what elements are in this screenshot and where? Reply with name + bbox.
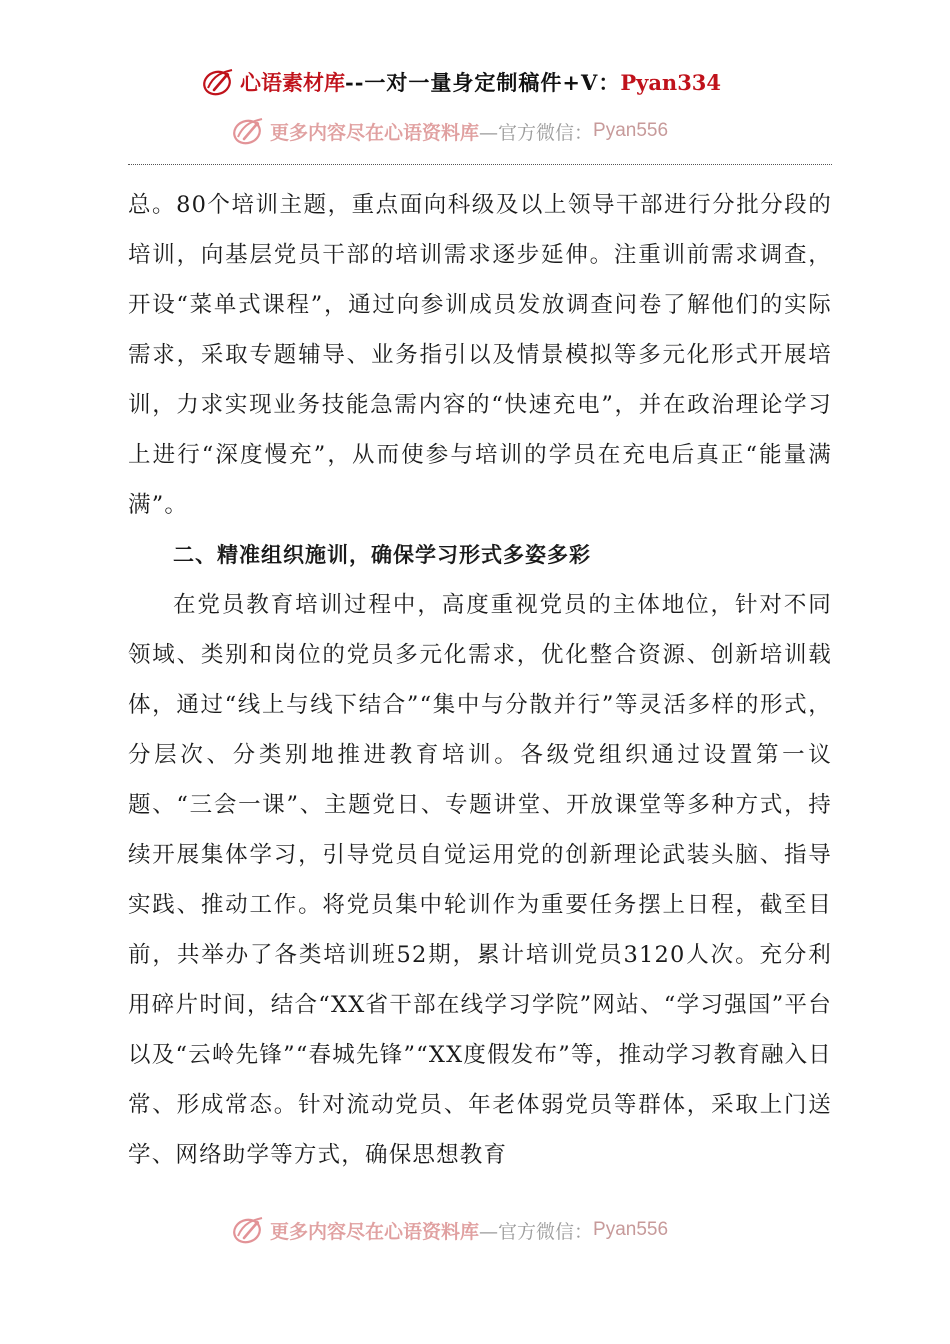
brand-name: 心语素材库 — [240, 70, 345, 95]
header-promo — [230, 114, 750, 148]
header-divider — [128, 164, 832, 165]
document-body — [128, 180, 832, 1180]
heart-logo-icon — [200, 64, 236, 100]
brand-slogan: --一对一量身定制稿件+V： — [345, 70, 621, 95]
footer-promo — [230, 1213, 750, 1247]
section-heading: 二、精准组织施训，确保学习形式多姿多彩 — [173, 542, 591, 567]
heart-logo-icon — [230, 113, 266, 149]
promo-wechat-id: Pyan556 — [593, 120, 669, 141]
body-paragraph: 总。80个培训主题，重点面向科级及以上领导干部进行分批分段的培训，向基层党员干部的培训需求逐步延伸。注重训前需求调查，开设“菜单式课程”，通过向参训成员发放调查问卷了解他们的实际需求，采取专题辅导、业务指引以及情景模拟等多元化形式开展培训，力求实现业务技能急需内容的“快速充电”，并在政治理论学习上进行“深度慢充”，从而使参与培训的学员在充电后真正“能量满满”。 — [128, 192, 832, 518]
promo-label: —官方微信： — [479, 1220, 594, 1243]
brand-banner — [200, 64, 760, 100]
body-paragraph: 在党员教育培训过程中，高度重视党员的主体地位，针对不同领域、类别和岗位的党员多元化需求，优化整合资源、创新培训载体，通过“线上与线下结合”“集中与分散并行”等灵活多样的形式，分层次、分类别地推进教育培训。各级党组织通过设置第一议题、“三会一课”、主题党日、专题讲堂、开放课堂等多种方式，持续开展集体学习，引导党员自觉运用党的创新理论武装头脑、指导实践、推动工作。将党员集中轮训作为重要任务摆上日程，截至目前，共举办了各类培训班52期，累计培训党员3120人次。充分利用碎片时间，结合“XX省干部在线学习学院”网站、“学习强国”平台以及“云岭先锋”“春城先锋”“XX度假发布”等，推动学习教育融入日常、形成常态。针对流动党员、年老体弱党员等群体，采取上门送学、网络助学等方式，确保思想教育 — [128, 592, 832, 1168]
promo-text: 更多内容尽在心语资料库 — [270, 121, 480, 144]
heart-logo-icon — [230, 1212, 266, 1248]
promo-label: —官方微信： — [479, 121, 594, 144]
brand-contact: Pyan334 — [620, 69, 722, 95]
page-header — [0, 0, 950, 170]
promo-text: 更多内容尽在心语资料库 — [270, 1220, 480, 1243]
promo-wechat-id: Pyan556 — [593, 1219, 669, 1240]
